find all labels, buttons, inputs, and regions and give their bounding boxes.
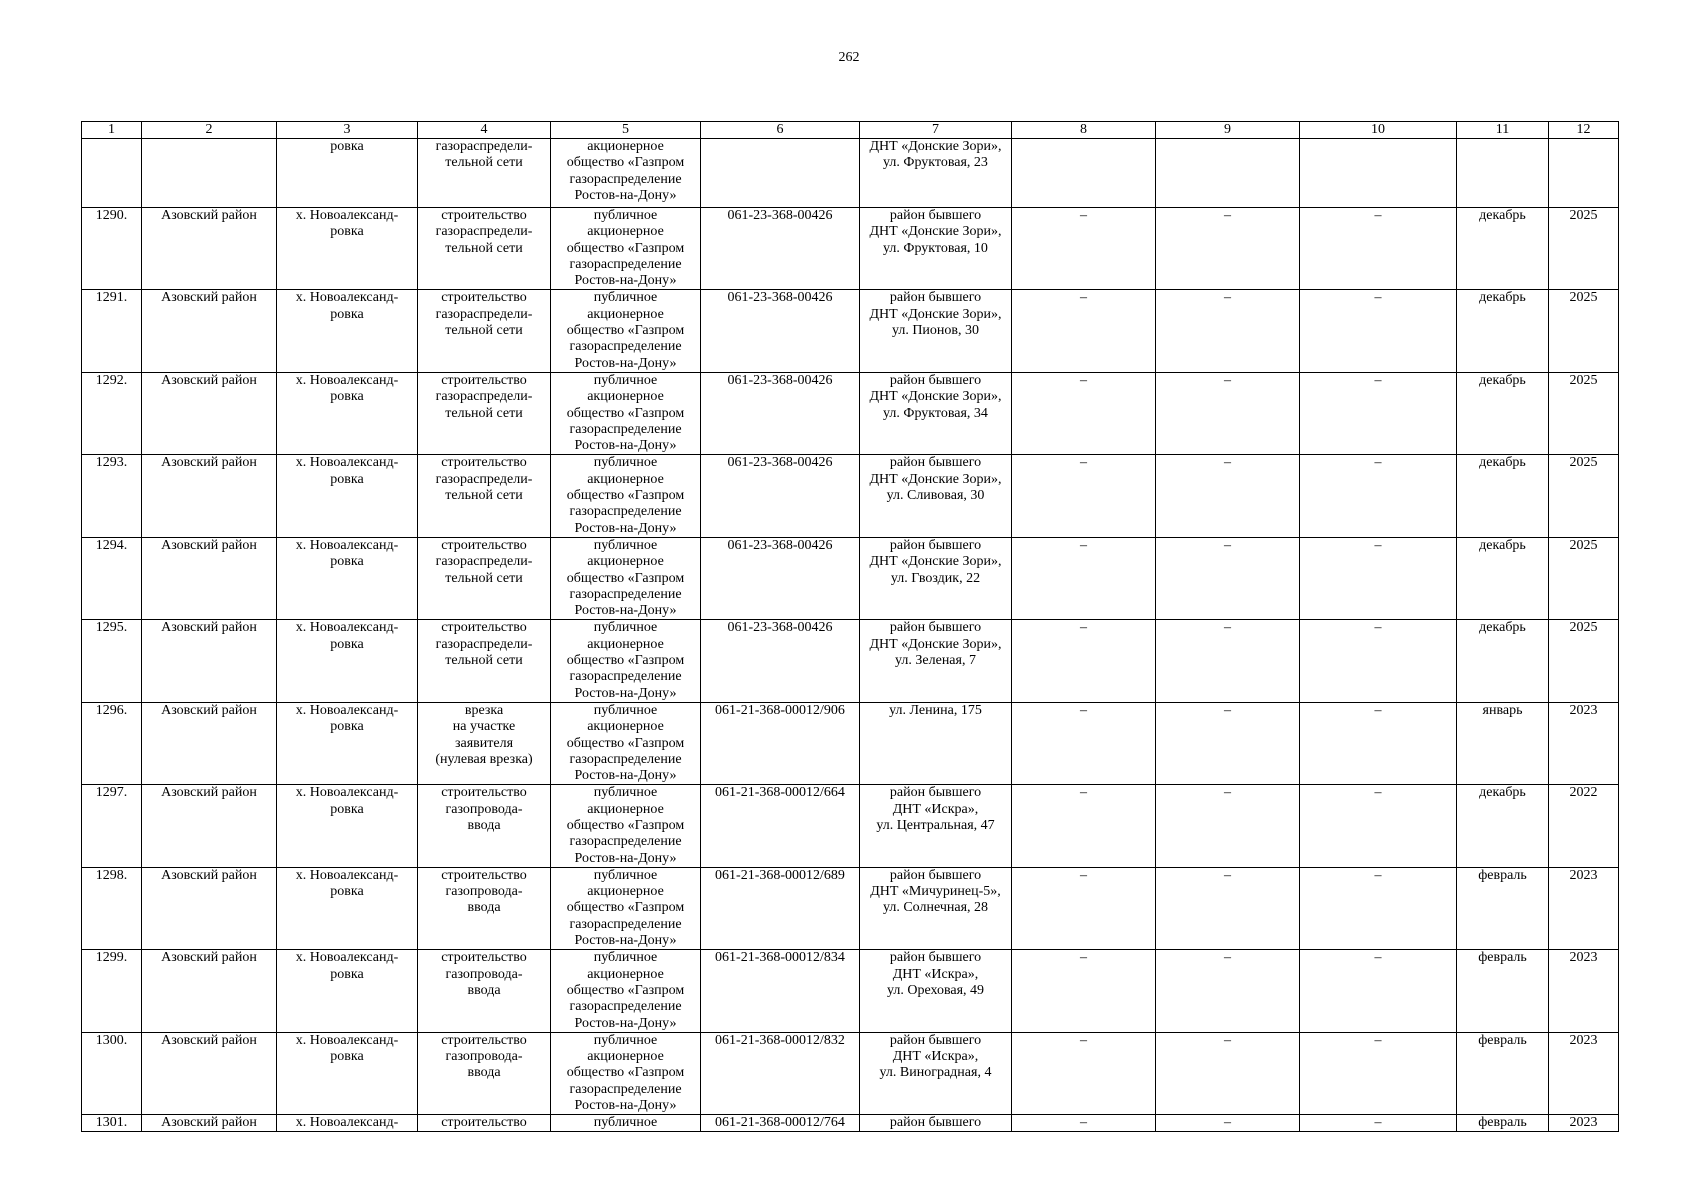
cell-row-number: 1293. bbox=[82, 455, 142, 537]
cell-year: 2023 bbox=[1549, 1115, 1619, 1132]
cell-month: 11 bbox=[1457, 122, 1549, 139]
cell-year: 2025 bbox=[1549, 372, 1619, 454]
cell-month: декабрь bbox=[1457, 455, 1549, 537]
cell-work-type: врезка на участке заявителя (нулевая врезка) bbox=[418, 702, 551, 784]
table-row bbox=[82, 950, 1619, 1032]
table-row bbox=[82, 537, 1619, 619]
cell-row-number: 1292. bbox=[82, 372, 142, 454]
cell-organization: публичное акционерное общество «Газпром газораспределение Ростов-на-Дону» bbox=[551, 455, 701, 537]
cell-organization: акционерное общество «Газпром газораспределение Ростов-на-Дону» bbox=[551, 139, 701, 208]
cell-month: февраль bbox=[1457, 867, 1549, 949]
cell-col-8: – bbox=[1012, 950, 1156, 1032]
cell-contract-number bbox=[701, 139, 860, 208]
cell-organization: публичное акционерное общество «Газпром газораспределение Ростов-на-Дону» bbox=[551, 867, 701, 949]
cell-contract-number: 061-21-368-00012/832 bbox=[701, 1032, 860, 1114]
cell-col-10: – bbox=[1300, 290, 1457, 372]
cell-col-10: – bbox=[1300, 1115, 1457, 1132]
cell-work-type: строительство газопровода- ввода bbox=[418, 1032, 551, 1114]
cell-address: район бывшего ДНТ «Донские Зори», ул. Фруктовая, 10 bbox=[860, 208, 1012, 290]
cell-district: Азовский район bbox=[142, 1115, 277, 1132]
cell-col-9: – bbox=[1156, 950, 1300, 1032]
cell-col-10: – bbox=[1300, 867, 1457, 949]
table-row bbox=[82, 785, 1619, 867]
cell-col-10: – bbox=[1300, 537, 1457, 619]
cell-col-9: – bbox=[1156, 537, 1300, 619]
cell-work-type: строительство газораспредели- тельной сети bbox=[418, 372, 551, 454]
cell-work-type: строительство газопровода- ввода bbox=[418, 867, 551, 949]
cell-year: 2023 bbox=[1549, 950, 1619, 1032]
cell-row-number: 1294. bbox=[82, 537, 142, 619]
cell-organization: публичное акционерное общество «Газпром газораспределение Ростов-на-Дону» bbox=[551, 290, 701, 372]
cell-district: Азовский район bbox=[142, 290, 277, 372]
cell-contract-number: 061-23-368-00426 bbox=[701, 208, 860, 290]
table-body bbox=[82, 122, 1619, 1132]
cell-district bbox=[142, 139, 277, 208]
cell-settlement: х. Новоалександ- ровка bbox=[277, 867, 418, 949]
cell-col-8 bbox=[1012, 139, 1156, 208]
cell-district: Азовский район bbox=[142, 867, 277, 949]
table-row bbox=[82, 620, 1619, 702]
cell-district: Азовский район bbox=[142, 208, 277, 290]
cell-row-number: 1298. bbox=[82, 867, 142, 949]
cell-organization: публичное акционерное общество «Газпром газораспределение Ростов-на-Дону» bbox=[551, 208, 701, 290]
cell-row-number: 1290. bbox=[82, 208, 142, 290]
cell-district: Азовский район bbox=[142, 785, 277, 867]
cell-row-number: 1299. bbox=[82, 950, 142, 1032]
cell-year: 2023 bbox=[1549, 702, 1619, 784]
cell-month: февраль bbox=[1457, 950, 1549, 1032]
cell-address: район бывшего ДНТ «Искра», ул. Центральная, 47 bbox=[860, 785, 1012, 867]
cell-col-9: – bbox=[1156, 1032, 1300, 1114]
cell-col-8: – bbox=[1012, 1032, 1156, 1114]
cell-col-8: – bbox=[1012, 372, 1156, 454]
cell-year: 12 bbox=[1549, 122, 1619, 139]
cell-col-10 bbox=[1300, 139, 1457, 208]
cell-contract-number: 061-23-368-00426 bbox=[701, 537, 860, 619]
cell-col-8: 8 bbox=[1012, 122, 1156, 139]
cell-district: Азовский район bbox=[142, 455, 277, 537]
cell-col-10: – bbox=[1300, 372, 1457, 454]
cell-row-number bbox=[82, 139, 142, 208]
cell-address: ул. Ленина, 175 bbox=[860, 702, 1012, 784]
cell-contract-number: 6 bbox=[701, 122, 860, 139]
cell-col-9: – bbox=[1156, 702, 1300, 784]
cell-district: Азовский район bbox=[142, 620, 277, 702]
cell-contract-number: 061-21-368-00012/834 bbox=[701, 950, 860, 1032]
cell-col-10: 10 bbox=[1300, 122, 1457, 139]
cell-address: район бывшего ДНТ «Искра», ул. Ореховая, 49 bbox=[860, 950, 1012, 1032]
cell-settlement: х. Новоалександ- ровка bbox=[277, 1032, 418, 1114]
cell-settlement: х. Новоалександ- ровка bbox=[277, 208, 418, 290]
cell-work-type: строительство газораспредели- тельной сети bbox=[418, 537, 551, 619]
cell-year: 2025 bbox=[1549, 620, 1619, 702]
cell-settlement: х. Новоалександ- ровка bbox=[277, 785, 418, 867]
cell-row-number: 1295. bbox=[82, 620, 142, 702]
cell-settlement: х. Новоалександ- ровка bbox=[277, 702, 418, 784]
cell-month: февраль bbox=[1457, 1115, 1549, 1132]
table-row bbox=[82, 290, 1619, 372]
column-number-row bbox=[82, 122, 1619, 139]
cell-organization: публичное bbox=[551, 1115, 701, 1132]
cell-organization: публичное акционерное общество «Газпром газораспределение Ростов-на-Дону» bbox=[551, 785, 701, 867]
table-row bbox=[82, 1032, 1619, 1114]
cell-district: Азовский район bbox=[142, 702, 277, 784]
cell-col-8: – bbox=[1012, 290, 1156, 372]
cell-col-10: – bbox=[1300, 702, 1457, 784]
cell-settlement: х. Новоалександ- ровка bbox=[277, 537, 418, 619]
cell-address: район бывшего ДНТ «Искра», ул. Виноградная, 4 bbox=[860, 1032, 1012, 1114]
cell-contract-number: 061-21-368-00012/764 bbox=[701, 1115, 860, 1132]
cell-address: 7 bbox=[860, 122, 1012, 139]
cell-month: декабрь bbox=[1457, 208, 1549, 290]
cell-settlement: х. Новоалександ- bbox=[277, 1115, 418, 1132]
cell-work-type: строительство газораспредели- тельной сети bbox=[418, 455, 551, 537]
cell-contract-number: 061-21-368-00012/906 bbox=[701, 702, 860, 784]
cell-col-8: – bbox=[1012, 537, 1156, 619]
cell-address: ДНТ «Донские Зори», ул. Фруктовая, 23 bbox=[860, 139, 1012, 208]
cell-year bbox=[1549, 139, 1619, 208]
cell-settlement: х. Новоалександ- ровка bbox=[277, 455, 418, 537]
cell-month: январь bbox=[1457, 702, 1549, 784]
cell-col-10: – bbox=[1300, 455, 1457, 537]
cell-contract-number: 061-23-368-00426 bbox=[701, 290, 860, 372]
cell-settlement: х. Новоалександ- ровка bbox=[277, 620, 418, 702]
cell-district: Азовский район bbox=[142, 950, 277, 1032]
cell-settlement: 3 bbox=[277, 122, 418, 139]
table-row-continuation bbox=[82, 139, 1619, 208]
cell-work-type: строительство газораспредели- тельной сети bbox=[418, 290, 551, 372]
cell-month: декабрь bbox=[1457, 620, 1549, 702]
cell-col-9: – bbox=[1156, 372, 1300, 454]
cell-work-type: газораспредели- тельной сети bbox=[418, 139, 551, 208]
cell-col-10: – bbox=[1300, 1032, 1457, 1114]
cell-month: декабрь bbox=[1457, 785, 1549, 867]
cell-row-number: 1297. bbox=[82, 785, 142, 867]
table-row bbox=[82, 372, 1619, 454]
cell-year: 2025 bbox=[1549, 208, 1619, 290]
cell-work-type: строительство bbox=[418, 1115, 551, 1132]
table-row bbox=[82, 208, 1619, 290]
cell-row-number: 1 bbox=[82, 122, 142, 139]
page-number: 262 bbox=[838, 50, 860, 65]
cell-month bbox=[1457, 139, 1549, 208]
cell-organization: 5 bbox=[551, 122, 701, 139]
cell-district: Азовский район bbox=[142, 372, 277, 454]
cell-address: район бывшего ДНТ «Донские Зори», ул. Пионов, 30 bbox=[860, 290, 1012, 372]
cell-work-type: 4 bbox=[418, 122, 551, 139]
cell-district: Азовский район bbox=[142, 537, 277, 619]
cell-col-8: – bbox=[1012, 785, 1156, 867]
table-row-partial bbox=[82, 1115, 1619, 1132]
cell-col-8: – bbox=[1012, 620, 1156, 702]
cell-organization: публичное акционерное общество «Газпром газораспределение Ростов-на-Дону» bbox=[551, 620, 701, 702]
cell-district: 2 bbox=[142, 122, 277, 139]
cell-year: 2022 bbox=[1549, 785, 1619, 867]
registry-table bbox=[81, 121, 1619, 1132]
cell-work-type: строительство газораспредели- тельной сети bbox=[418, 208, 551, 290]
cell-organization: публичное акционерное общество «Газпром газораспределение Ростов-на-Дону» bbox=[551, 702, 701, 784]
cell-address: район бывшего bbox=[860, 1115, 1012, 1132]
cell-col-10: – bbox=[1300, 620, 1457, 702]
cell-organization: публичное акционерное общество «Газпром газораспределение Ростов-на-Дону» bbox=[551, 372, 701, 454]
cell-work-type: строительство газораспредели- тельной сети bbox=[418, 620, 551, 702]
cell-row-number: 1291. bbox=[82, 290, 142, 372]
cell-col-10: – bbox=[1300, 950, 1457, 1032]
cell-year: 2025 bbox=[1549, 290, 1619, 372]
cell-address: район бывшего ДНТ «Донские Зори», ул. Фруктовая, 34 bbox=[860, 372, 1012, 454]
cell-contract-number: 061-23-368-00426 bbox=[701, 372, 860, 454]
cell-address: район бывшего ДНТ «Мичуринец-5», ул. Солнечная, 28 bbox=[860, 867, 1012, 949]
cell-settlement: х. Новоалександ- ровка bbox=[277, 372, 418, 454]
cell-year: 2023 bbox=[1549, 1032, 1619, 1114]
cell-month: декабрь bbox=[1457, 290, 1549, 372]
cell-year: 2023 bbox=[1549, 867, 1619, 949]
cell-contract-number: 061-21-368-00012/689 bbox=[701, 867, 860, 949]
cell-col-9: – bbox=[1156, 867, 1300, 949]
cell-organization: публичное акционерное общество «Газпром газораспределение Ростов-на-Дону» bbox=[551, 537, 701, 619]
cell-month: февраль bbox=[1457, 1032, 1549, 1114]
cell-organization: публичное акционерное общество «Газпром газораспределение Ростов-на-Дону» bbox=[551, 1032, 701, 1114]
cell-col-9: – bbox=[1156, 620, 1300, 702]
cell-col-9: 9 bbox=[1156, 122, 1300, 139]
cell-settlement: ровка bbox=[277, 139, 418, 208]
cell-row-number: 1300. bbox=[82, 1032, 142, 1114]
cell-work-type: строительство газопровода- ввода bbox=[418, 950, 551, 1032]
cell-work-type: строительство газопровода- ввода bbox=[418, 785, 551, 867]
cell-row-number: 1296. bbox=[82, 702, 142, 784]
cell-col-8: – bbox=[1012, 867, 1156, 949]
cell-col-9: – bbox=[1156, 1115, 1300, 1132]
cell-contract-number: 061-21-368-00012/664 bbox=[701, 785, 860, 867]
cell-col-8: – bbox=[1012, 702, 1156, 784]
cell-col-9: – bbox=[1156, 785, 1300, 867]
cell-year: 2025 bbox=[1549, 455, 1619, 537]
cell-settlement: х. Новоалександ- ровка bbox=[277, 290, 418, 372]
cell-col-8: – bbox=[1012, 455, 1156, 537]
cell-contract-number: 061-23-368-00426 bbox=[701, 620, 860, 702]
cell-organization: публичное акционерное общество «Газпром газораспределение Ростов-на-Дону» bbox=[551, 950, 701, 1032]
cell-col-9 bbox=[1156, 139, 1300, 208]
cell-month: декабрь bbox=[1457, 372, 1549, 454]
table-row bbox=[82, 702, 1619, 784]
cell-settlement: х. Новоалександ- ровка bbox=[277, 950, 418, 1032]
cell-col-9: – bbox=[1156, 455, 1300, 537]
cell-col-9: – bbox=[1156, 290, 1300, 372]
table-row bbox=[82, 455, 1619, 537]
cell-col-10: – bbox=[1300, 785, 1457, 867]
cell-year: 2025 bbox=[1549, 537, 1619, 619]
cell-contract-number: 061-23-368-00426 bbox=[701, 455, 860, 537]
cell-address: район бывшего ДНТ «Донские Зори», ул. Зеленая, 7 bbox=[860, 620, 1012, 702]
cell-month: декабрь bbox=[1457, 537, 1549, 619]
cell-address: район бывшего ДНТ «Донские Зори», ул. Гвоздик, 22 bbox=[860, 537, 1012, 619]
cell-col-9: – bbox=[1156, 208, 1300, 290]
cell-col-8: – bbox=[1012, 1115, 1156, 1132]
cell-address: район бывшего ДНТ «Донские Зори», ул. Сливовая, 30 bbox=[860, 455, 1012, 537]
cell-district: Азовский район bbox=[142, 1032, 277, 1114]
cell-col-10: – bbox=[1300, 208, 1457, 290]
cell-col-8: – bbox=[1012, 208, 1156, 290]
table-row bbox=[82, 867, 1619, 949]
cell-row-number: 1301. bbox=[82, 1115, 142, 1132]
